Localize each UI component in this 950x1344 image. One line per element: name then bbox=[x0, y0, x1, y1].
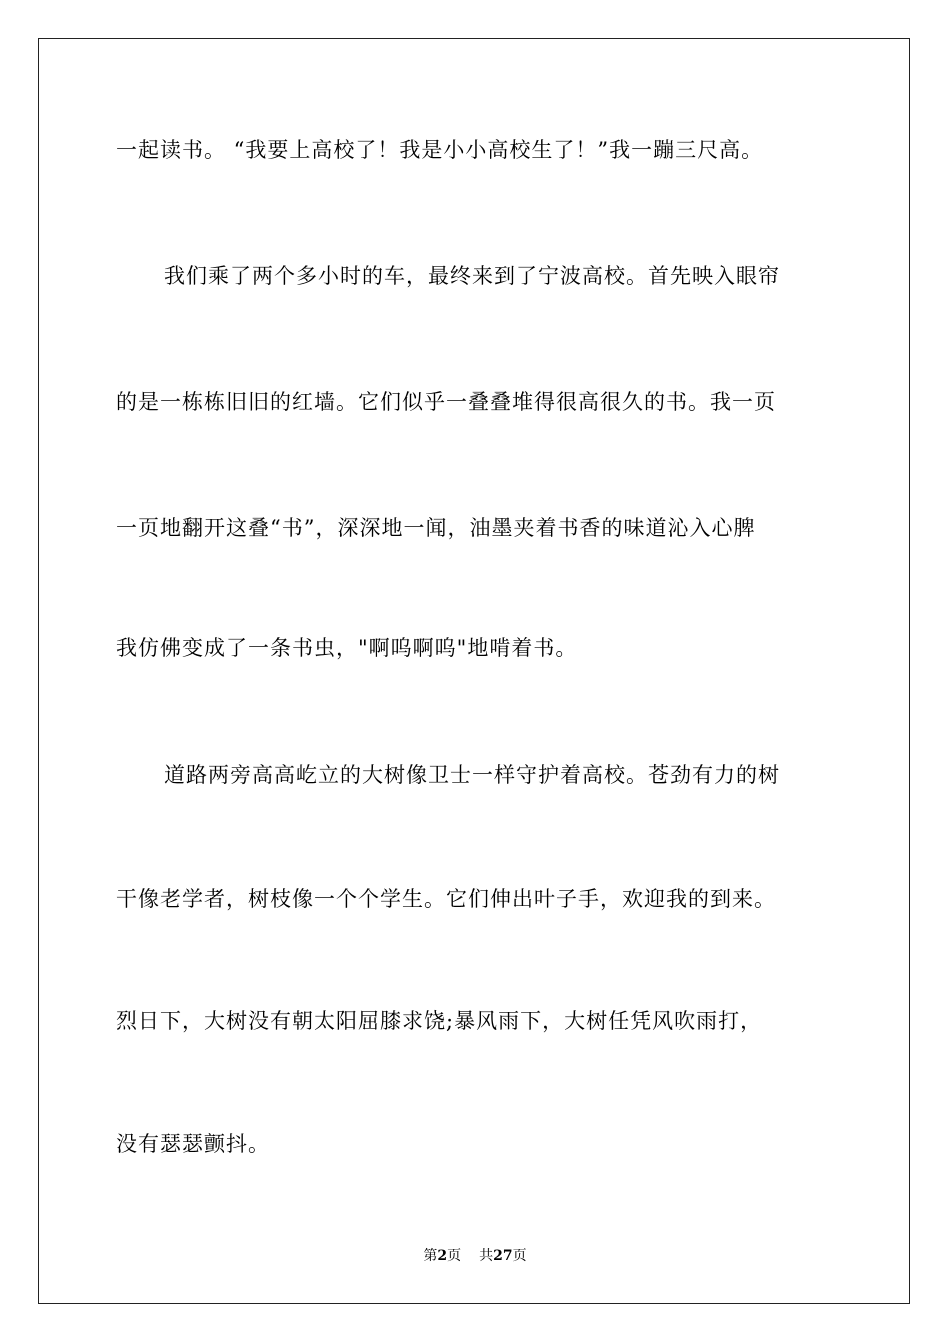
text-line-5: 我仿佛变成了一条书虫，"啊呜啊呜"地啃着书。 bbox=[116, 636, 578, 660]
total-suffix: 页 bbox=[512, 1248, 527, 1264]
text-line-9: 没有瑟瑟颤抖。 bbox=[116, 1132, 270, 1156]
page-border bbox=[38, 38, 910, 1304]
total-pages: 27 bbox=[493, 1248, 513, 1264]
text-line-2: 我们乘了两个多小时的车，最终来到了宁波高校。首先映入眼帘 bbox=[164, 264, 780, 288]
text-line-1: 一起读书。 “我要上高校了！我是小小高校生了！”我一蹦三尺高。 bbox=[116, 138, 764, 162]
text-line-3: 的是一栋栋旧旧的红墙。它们似乎一叠叠堆得很高很久的书。我一页 bbox=[116, 390, 776, 414]
total-prefix: 共 bbox=[479, 1248, 494, 1264]
text-line-6: 道路两旁高高屹立的大树像卫士一样守护着高校。苍劲有力的树 bbox=[164, 763, 780, 787]
text-line-8: 烈日下，大树没有朝太阳屈膝求饶;暴风雨下，大树任凭风吹雨打， bbox=[116, 1009, 763, 1033]
text-line-4: 一页地翻开这叠“书”，深深地一闻，油墨夹着书香的味道沁入心脾 bbox=[116, 516, 756, 540]
page-suffix: 页 bbox=[447, 1248, 462, 1264]
page-prefix: 第 bbox=[423, 1248, 438, 1264]
page-footer bbox=[0, 1247, 950, 1265]
text-line-7: 干像老学者，树枝像一个个学生。它们伸出叶子手，欢迎我的到来。 bbox=[116, 887, 776, 911]
page-number: 2 bbox=[437, 1248, 448, 1264]
